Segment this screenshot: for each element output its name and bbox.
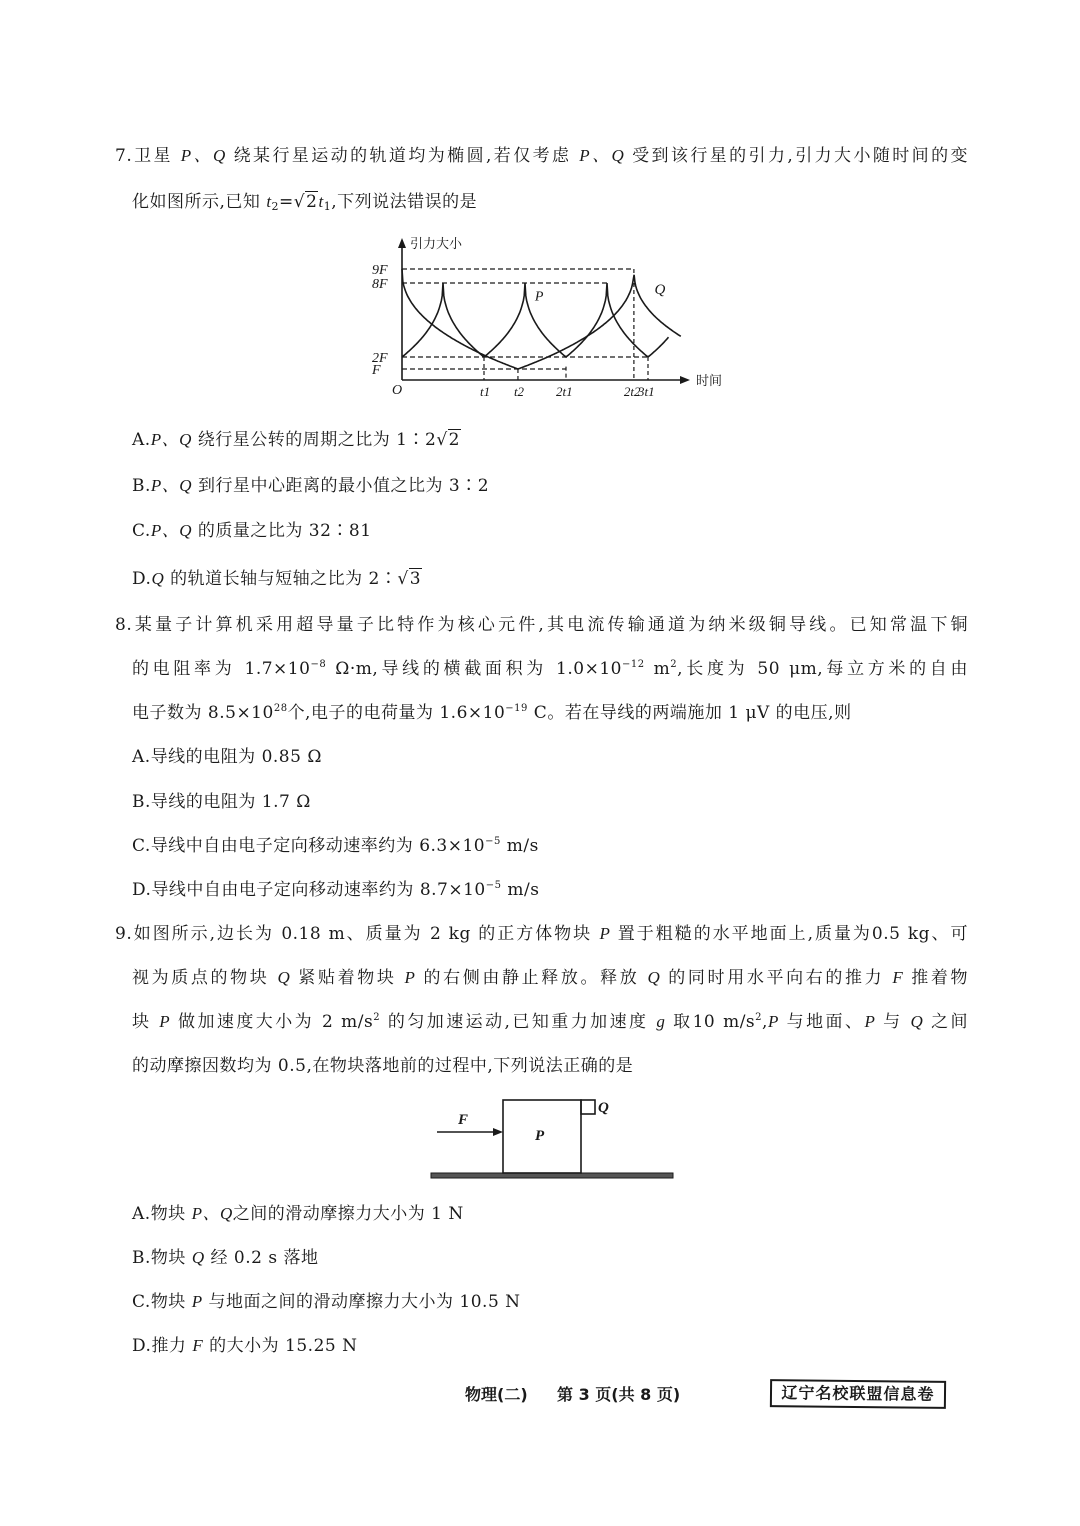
option-var: Q: [191, 1248, 205, 1267]
q9-block-diagram: [425, 1090, 680, 1185]
q7-line-2: [132, 190, 968, 214]
option-text: 物块: [150, 1248, 192, 1268]
option-text: 物块: [150, 1292, 192, 1312]
option-exp: −5: [485, 880, 502, 891]
option-var: P、Q: [191, 1204, 233, 1223]
chart-series: [402, 269, 681, 369]
q8-text: 的电阻率为 1.7×10: [132, 659, 311, 679]
q9-text: 做加速度大小为 2 m/s: [170, 1012, 374, 1032]
option-text: 绕行星公转的周期之比为 1∶2: [197, 430, 437, 450]
option-text: 的轨道长轴与短轴之比为 2∶: [170, 569, 398, 589]
q7-eq: =: [279, 192, 294, 212]
q9-text: 的动摩擦因数均为 0.5,在物块落地前的过程中,下列说法正确的是: [132, 1056, 634, 1076]
q7-radicand: 2: [306, 192, 318, 212]
q9-text: 如图所示,边长为 0.18 m、质量为 2 kg 的正方体物块: [132, 924, 600, 944]
q9-var: P: [159, 1012, 171, 1031]
q9-var: P: [404, 968, 416, 987]
option-text: 导线中自由电子定向移动速率约为 8.7×10: [151, 880, 486, 900]
q8-text: C。若在导线的两端施加 1 μV 的电压,则: [527, 703, 852, 723]
q8-option-d[interactable]: [132, 878, 540, 902]
q9-option-d[interactable]: [132, 1334, 358, 1358]
option-var: P: [191, 1292, 203, 1311]
option-text: 到行星中心距离的最小值之比为 3∶2: [197, 476, 490, 496]
q7-var: P、Q: [180, 146, 226, 165]
q9-text: 的匀加速运动,已知重力加速度: [380, 1012, 657, 1032]
x-axis-label: 时间: [696, 373, 723, 388]
x-tick-label: 3t1: [638, 384, 655, 399]
q9-var: P: [599, 924, 611, 943]
option-text: 与地面之间的滑动摩擦力大小为 10.5 N: [208, 1292, 521, 1312]
option-text: 之间的滑动摩擦力大小为 1 N: [232, 1204, 464, 1224]
q9-option-b[interactable]: [132, 1246, 318, 1270]
q7-var: P、Q: [579, 146, 625, 165]
option-var: F: [192, 1336, 204, 1355]
q9-text: 紧贴着物块: [290, 968, 405, 988]
option-text: 推力: [151, 1336, 193, 1356]
force-label: F: [458, 1112, 469, 1128]
option-label: C.: [132, 1292, 151, 1312]
q7-text: 化如图所示,已知: [132, 192, 267, 212]
q9-line-3: [132, 1010, 968, 1034]
q9-line-4: [132, 1054, 968, 1078]
y-axis-arrow-icon: [398, 238, 406, 248]
sqrt-icon: √3: [397, 569, 422, 589]
q8-line-1: [115, 613, 968, 637]
x-tick-label: 2t2: [623, 384, 641, 399]
q9-text: ,: [762, 1012, 768, 1032]
q9-option-c[interactable]: [132, 1290, 521, 1314]
q8-number: 8.: [115, 615, 133, 635]
q8-text: 电子数为 8.5×10: [132, 703, 274, 723]
option-unit: m/s: [500, 836, 539, 856]
option-radicand: 2: [448, 430, 460, 450]
footer-brand-stamp: 辽宁名校联盟信息卷: [770, 1379, 946, 1409]
block-q-label: Q: [598, 1100, 609, 1116]
q7-force-time-chart: [350, 232, 740, 402]
q7-text: 卫星: [132, 146, 181, 166]
option-var: P、Q: [150, 521, 192, 540]
q7-sub: 2: [271, 200, 280, 213]
chart-axes: [398, 238, 690, 384]
option-text: 的大小为 15.25 N: [209, 1336, 358, 1356]
q9-var: P: [767, 1012, 779, 1031]
q9-text: 块: [132, 1012, 160, 1032]
q8-text: 个,电子的电荷量为 1.6×10: [287, 703, 506, 723]
option-label: C.: [132, 521, 151, 541]
arrow-head-icon: [493, 1128, 503, 1136]
q7-option-b[interactable]: [132, 474, 489, 498]
q8-line-3: [132, 701, 968, 725]
x-tick-label: t2: [513, 384, 525, 399]
q9-text: 推着物: [903, 968, 969, 988]
option-text: 导线的电阻为 0.85 Ω: [150, 747, 322, 767]
q7-option-d[interactable]: [132, 567, 422, 591]
y-axis-label: 引力大小: [410, 236, 463, 251]
q9-var: Q: [647, 968, 661, 987]
option-label: A.: [132, 1204, 151, 1224]
option-label: B.: [132, 476, 151, 496]
option-label: A.: [132, 430, 151, 450]
x-axis-arrow-icon: [680, 376, 690, 384]
q8-option-b[interactable]: [132, 790, 311, 814]
q9-text: 置于粗糙的水平地面上,质量为0.5 kg、可: [610, 924, 968, 944]
q9-number: 9.: [115, 924, 133, 944]
q8-option-c[interactable]: [132, 834, 539, 858]
q7-text: 受到该行星的引力,引力大小随时间的变: [624, 146, 969, 166]
q8-text: ,长度为 50 μm,每立方米的自由: [677, 659, 968, 679]
q8-line-2: [132, 657, 968, 681]
q8-text: m: [644, 659, 671, 679]
q7-var-t: t: [266, 192, 272, 211]
q9-text: 之间: [923, 1012, 969, 1032]
q9-text: 与: [875, 1012, 911, 1032]
footer-subject: 物理(二): [465, 1385, 528, 1404]
q8-exp: −8: [310, 659, 327, 670]
q9-text: 取10 m/s: [665, 1012, 756, 1032]
q7-option-c[interactable]: [132, 519, 372, 543]
sqrt-icon: √2: [293, 192, 318, 212]
q8-option-a[interactable]: [132, 745, 322, 769]
option-text: 物块: [150, 1204, 192, 1224]
option-radicand: 3: [409, 569, 422, 589]
option-label: D.: [132, 880, 152, 900]
y-tick-label: 9F: [372, 263, 388, 278]
option-text: 导线的电阻为 1.7 Ω: [150, 792, 311, 812]
q9-line-1: [115, 922, 968, 946]
option-label: C.: [132, 836, 151, 856]
series-P-label: P: [534, 289, 544, 305]
q8-exp: −19: [505, 703, 528, 714]
option-text: 经 0.2 s 落地: [210, 1248, 319, 1268]
q9-text: 的同时用水平向右的推力: [660, 968, 893, 988]
option-var: P、Q: [150, 430, 192, 449]
q9-var: Q: [277, 968, 291, 987]
q7-text: 绕某行星运动的轨道均为椭圆,若仅考虑: [225, 146, 580, 166]
option-unit: m/s: [501, 880, 540, 900]
q8-exp: 28: [273, 703, 288, 714]
q9-text: 与地面、: [778, 1012, 865, 1032]
option-text: 的质量之比为 32∶81: [197, 521, 372, 541]
option-label: B.: [132, 792, 151, 812]
option-var: P、Q: [150, 476, 193, 495]
option-label: A.: [132, 747, 151, 767]
q9-text: 视为质点的物块: [132, 968, 278, 988]
x-tick-label: t1: [480, 384, 491, 399]
q9-var: Q: [910, 1012, 924, 1031]
footer-page-number: 第 3 页(共 8 页): [557, 1385, 681, 1404]
origin-label: O: [392, 383, 403, 398]
q9-var: F: [892, 968, 904, 987]
q9-var: P: [864, 1012, 876, 1031]
block-p-label: P: [535, 1128, 545, 1144]
sqrt-icon: √2: [436, 430, 460, 450]
q8-exp: 2: [670, 659, 678, 670]
y-tick-label: 2F: [372, 351, 388, 366]
q9-exp: 2: [373, 1012, 381, 1023]
q8-text: Ω·m,导线的横截面积为 1.0×10: [326, 659, 622, 679]
q9-exp: 2: [755, 1012, 763, 1023]
q7-text: ,下列说法错误的是: [331, 192, 478, 212]
q7-var-t: t: [318, 192, 324, 211]
q7-option-a[interactable]: [132, 428, 461, 452]
option-label: D.: [132, 569, 152, 589]
block-q: [581, 1100, 595, 1114]
q9-option-a[interactable]: [132, 1202, 464, 1226]
y-tick-label: 8F: [372, 277, 388, 292]
option-label: D.: [132, 1336, 152, 1356]
y-tick-label: F: [372, 363, 381, 378]
x-tick-label: 2t1: [556, 384, 573, 399]
q9-line-2: [132, 966, 968, 990]
q8-text: 某量子计算机采用超导量子比特作为核心元件,其电流传输通道为纳米级铜导线。已知常温下铜: [132, 615, 968, 635]
option-text: 导线中自由电子定向移动速率约为 6.3×10: [150, 836, 486, 856]
option-label: B.: [132, 1248, 151, 1268]
option-exp: −5: [485, 836, 501, 847]
q8-exp: −12: [621, 659, 645, 670]
q9-var: g: [656, 1012, 666, 1031]
q7-line-1: [115, 144, 968, 168]
q9-text: 的右侧由静止释放。释放: [415, 968, 648, 988]
q7-number: 7.: [115, 146, 133, 166]
series-Q-label: Q: [654, 282, 666, 299]
option-var: Q: [151, 569, 165, 588]
q7-sub: 1: [323, 200, 332, 213]
